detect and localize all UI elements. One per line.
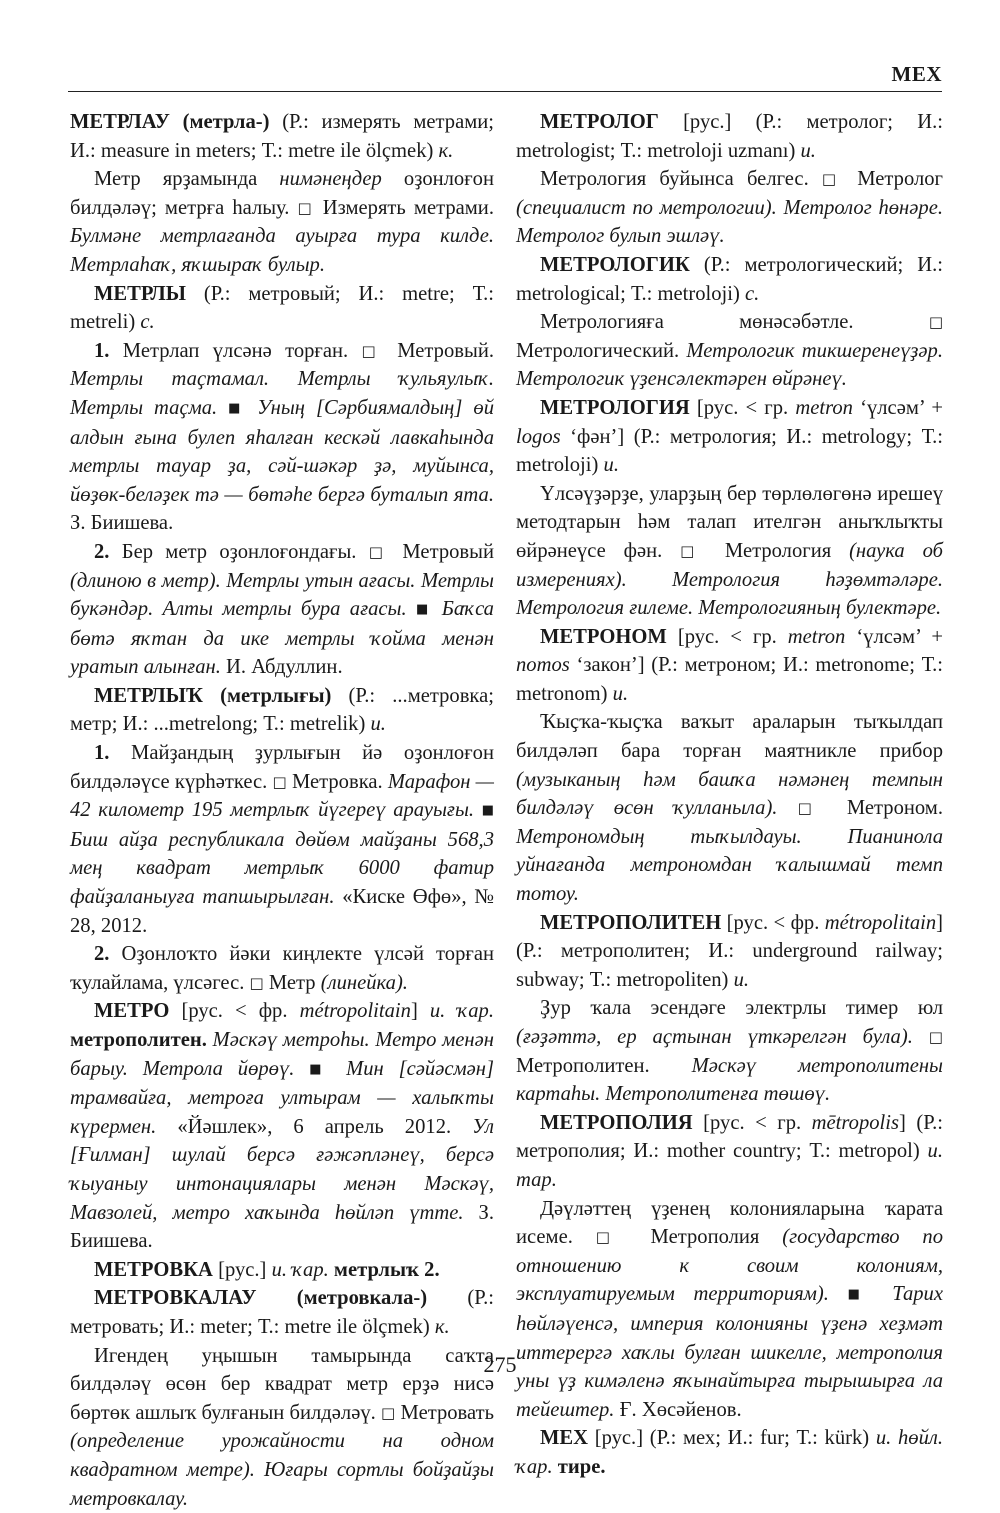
text-run: З. Биишева. xyxy=(70,512,174,535)
italic-text: к. xyxy=(438,139,454,162)
italic-text: к. xyxy=(434,1315,450,1338)
text-run: [рус.] (Р.: метролог; И.: metrologist; Т.: metroloji uzmanı) xyxy=(516,111,943,162)
text-run: Метрологияға мөнәсәбәтле. xyxy=(540,311,929,334)
bold-text: МЕХ xyxy=(540,1427,589,1450)
text-run: Ғ. Хөсәйенов. xyxy=(614,1398,742,1421)
italic-text: metron xyxy=(787,625,846,648)
text-run: Метрополитен. xyxy=(516,1054,692,1077)
italic-text: с. xyxy=(744,282,760,305)
text-run: ] (Р.: метрополия; И.: mother country; Т.: metropol) xyxy=(516,1111,943,1163)
text-run xyxy=(294,1058,309,1080)
bold-text: МЕТРОВКАЛАУ (метровкала-) xyxy=(94,1287,428,1310)
italic-text: Мин [сәйәсмән] трамвайға, метроға ултырам — халыҡты күрермен. xyxy=(70,1057,494,1138)
dictionary-entry-paragraph xyxy=(516,394,943,480)
italic-text: и. һөйл. ҡар. xyxy=(516,1427,943,1478)
text-run: Метрологический. xyxy=(516,339,687,362)
text-run: [рус. < гр. xyxy=(689,396,796,419)
dictionary-entry-paragraph xyxy=(516,909,943,995)
bold-text: МЕТРОНОМ xyxy=(540,625,667,648)
italic-text: (государство по отношению к своим колониям, эксплуатируемым территориям). xyxy=(516,1226,944,1306)
text-run: оҙонлоғон билдәләү; метрға һалыу. xyxy=(70,168,494,219)
text-run: [рус. < фр. xyxy=(721,911,825,934)
italic-text: (наука об измерениях). Метрология һәҙөмтәләре. Метрология ғилеме. Метрологияның булектәре. xyxy=(516,539,943,620)
dictionary-entry-paragraph xyxy=(70,1256,494,1285)
italic-text: Уның [Сәрбиямалдың] өй алдын ғына булеп яһалған кескәй лавкаһында метрлы тауар ҙа, сәй-шәкәр ҙә, муйынса, йөҙөк-беләҙек тә — бөтәһе бергә буталып ята. xyxy=(70,396,494,506)
dictionary-entry-paragraph xyxy=(70,538,494,682)
text-run: [рус. < гр. xyxy=(692,1111,812,1134)
text-run xyxy=(829,1283,848,1305)
bold-text: МЕТРЛАУ (метрла-) xyxy=(70,111,270,133)
italic-text: Метрономдың тыҡылдауы. Пианинола уйнағанда метрономдан ҡалышмай темп тотоу. xyxy=(516,825,943,906)
italic-text: Мәскәү метрополитены картаһы. Метрополитенға төшөү. xyxy=(516,1054,943,1106)
translation-marker-icon: □ xyxy=(381,1403,396,1422)
dictionary-entry-paragraph xyxy=(516,1195,943,1425)
bold-text: МЕТРОПОЛИЯ xyxy=(540,1111,693,1134)
text-run: ] xyxy=(410,1000,430,1023)
text-run: Метровка. xyxy=(286,770,388,793)
dictionary-entry-paragraph xyxy=(70,940,494,997)
text-run xyxy=(873,1283,892,1305)
italic-text: Ул [Ғилман] шулай берсә ғәжәпләнеү, берсә ҡыуаныу интонациялары менән Мәскәү, Мавзолей, метро хаҡында һөйләп үтте. xyxy=(70,1115,494,1224)
translation-marker-icon: □ xyxy=(249,973,264,992)
running-head-guide-word: МЕХ xyxy=(891,62,942,86)
bold-text: МЕТРЛЫ xyxy=(94,282,186,305)
dictionary-entry-paragraph xyxy=(516,108,943,165)
quotation-marker-icon: ■ xyxy=(309,1061,332,1077)
translation-marker-icon: □ xyxy=(928,1028,943,1046)
italic-text: Биш айҙа республикала дөйөм майҙаны 568,3 мең квадрат метрлыҡ 6000 фатир файҙаланыуға тапшырылған. xyxy=(70,828,494,909)
bold-text: 1. xyxy=(94,339,110,362)
italic-text: Метрологик тикшеренеүҙәр. Метрологик үҙенсәлектәрен өйрәнеү. xyxy=(516,339,944,391)
italic-text: и. ҡар. xyxy=(271,1258,329,1281)
text-run xyxy=(246,397,257,419)
italic-text: metron xyxy=(795,396,853,419)
text-run: ‘фән’] (Р.: метрология; И.: metrology; Т.: metroloji) xyxy=(516,425,943,477)
italic-text: и. xyxy=(603,454,619,477)
translation-marker-icon: □ xyxy=(297,198,315,217)
dictionary-entry-paragraph xyxy=(516,1109,943,1195)
bold-text: МЕТРОВКА xyxy=(94,1258,213,1281)
italic-text: (определение урожайности на одном квадратном метре). Юғары сортлы бойҙайҙы метровкалау. xyxy=(70,1430,494,1510)
quotation-marker-icon: ■ xyxy=(228,400,247,416)
quotation-marker-icon: ■ xyxy=(415,602,433,618)
text-run xyxy=(777,797,797,819)
text-run xyxy=(407,598,416,620)
text-run: Ҡыҫҡа-ҡыҫҡа ваҡыт араларын тыҡылдап билдәләп бара торған маятникле прибор xyxy=(516,711,943,763)
text-run: ‘үлсәм’ + xyxy=(852,396,943,419)
text-run: (Р.: измерять метрами; И.: measure in meters; Т.: metre ile ölçmek) xyxy=(70,111,494,162)
italic-text: и. xyxy=(800,139,816,162)
quotation-marker-icon: ■ xyxy=(847,1287,874,1303)
text-run: Метрлап үлсәнә торған. xyxy=(109,339,362,362)
dictionary-entry-paragraph xyxy=(516,708,943,908)
bold-text: МЕТРЛЫҠ (метрлығы) xyxy=(94,684,332,707)
italic-text: и. ҡар. xyxy=(429,1000,494,1023)
dictionary-entry-paragraph xyxy=(516,994,943,1108)
text-run: [рус.] (Р.: мех; И.: fur; Т.: kürk) xyxy=(588,1427,876,1450)
dictionary-entry-paragraph xyxy=(70,108,494,165)
text-run: Метроном. xyxy=(826,797,943,820)
italic-text: logos xyxy=(516,425,561,448)
translation-marker-icon: □ xyxy=(928,313,943,332)
text-run: Метровать xyxy=(395,1401,495,1424)
text-run: Майҙандың ҙурлығын йә оҙонлоғон билдәләүсе күрһәткес. xyxy=(70,742,494,793)
translation-marker-icon: □ xyxy=(595,1228,628,1247)
text-run: Метрополия xyxy=(627,1226,783,1249)
text-run: ‘үлсәм’ + xyxy=(845,625,943,648)
text-run: Оҙонлоҡто йәки киңлекте үлсәй торған ҡулайлама, үлсәгес. xyxy=(70,943,494,994)
text-run: (Р.: метровать; И.: meter; Т.: metre ile ölçmek) xyxy=(70,1287,494,1338)
text-run: Метровый. xyxy=(383,339,494,362)
dictionary-entry-paragraph xyxy=(70,1284,494,1341)
quotation-marker-icon: ■ xyxy=(481,803,494,819)
bold-text: метрлыҡ 2. xyxy=(333,1258,440,1281)
dictionary-entry-paragraph xyxy=(70,337,494,538)
page-number: 275 xyxy=(483,1352,517,1377)
italic-text: Булмәне метрлағанда ауырға тура килде. Метрлаһаҡ, яҡшыраҡ булыр. xyxy=(70,225,494,276)
text-run: ‘закон’] (Р.: метроном; И.: metronome; Т.: metronom) xyxy=(516,654,943,705)
bold-text: МЕТРОЛОГ xyxy=(540,111,659,133)
italic-text: Мәскәү метроһы. Метро менән барыу. Метрола йөрөү. xyxy=(70,1029,494,1080)
text-run: Ҙур ҡала эсендәге электрлы тимер юл xyxy=(540,997,943,1020)
italic-text: nomos xyxy=(516,654,570,677)
text-run: (Р.: метрологический; И.: metrological; Т.: metroloji) xyxy=(516,253,943,305)
italic-text: и. тар. xyxy=(516,1140,943,1191)
dictionary-entry-paragraph xyxy=(516,1424,943,1481)
text-run: ] (Р.: метрополитен; И.: underground railway; subway; Т.: metropoliten) xyxy=(516,911,943,991)
italic-text: (музыканың һәм башҡа нәмәнең темпын билдәләү өсөн ҡулланыла). xyxy=(516,768,943,820)
text-run: Метр ярҙамында xyxy=(94,168,280,191)
dictionary-entry-paragraph xyxy=(516,308,943,394)
italic-text: Баҡса бөтә яҡтан да ике метрлы ҡойма менән уратып алынған. xyxy=(70,598,494,679)
bold-text: МЕТРОПОЛИТЕН xyxy=(540,911,722,934)
italic-text: Метрлы таҫтамал. Метрлы ҡульяулыҡ. Метрлы таҫма. xyxy=(70,368,494,419)
bold-text: МЕТРОЛОГИЯ xyxy=(540,396,690,419)
text-run xyxy=(432,598,441,620)
text-run: Метровый xyxy=(390,540,494,563)
dictionary-entry-paragraph xyxy=(70,739,494,940)
translation-marker-icon: □ xyxy=(272,772,287,791)
italic-text: (линейка). xyxy=(320,971,408,994)
text-run: (Р.: ...метровка; метр; И.: ...metrelong; Т.: metrelik) xyxy=(70,684,494,736)
translation-marker-icon: □ xyxy=(368,542,391,561)
header-rule xyxy=(68,91,942,92)
text-run: Метрология xyxy=(707,539,850,562)
dictionary-entry-paragraph xyxy=(70,682,494,739)
italic-text: métropolitain xyxy=(299,1000,411,1023)
text-run: (Р.: метровый; И.: metre; Т.: metreli) xyxy=(70,282,494,334)
dictionary-entry-paragraph xyxy=(70,165,494,279)
italic-text: (специалист по метрологии). Метролог һөнәре. Метролог булып эшләү. xyxy=(516,196,943,248)
text-run xyxy=(331,1058,346,1080)
text-run: Игендең уңышын тамырында саҡта билдәләү өсөн бер квадрат метр ерҙә нисә бөртөк ашлыҡ булғанын билдәләү. xyxy=(70,1344,494,1424)
bold-text: метрополитен. xyxy=(70,1029,207,1051)
dictionary-entry-paragraph xyxy=(70,280,494,337)
bold-text: МЕТРОЛОГИК xyxy=(540,253,690,276)
text-run: З. Биишева. xyxy=(70,1201,494,1253)
right-column xyxy=(516,108,943,1482)
text-run: Дәүләттең үҙенең колонияларына ҡарата исеме. xyxy=(516,1197,943,1249)
text-run: [рус.] xyxy=(212,1258,272,1281)
italic-text: и. xyxy=(612,682,629,705)
translation-marker-icon: □ xyxy=(680,541,708,560)
dictionary-entry-paragraph xyxy=(516,251,943,308)
dictionary-entry-paragraph xyxy=(516,165,943,251)
text-run xyxy=(217,397,228,419)
italic-text: с. xyxy=(140,311,155,334)
dictionary-entry-paragraph xyxy=(516,480,943,623)
text-run: И. Абдуллин. xyxy=(220,656,343,679)
italic-text: mētropolis xyxy=(811,1111,900,1134)
italic-text: (ғәҙәттә, ер аҫтынан үткәрелгән була). xyxy=(516,1026,913,1048)
bold-text: МЕТРО xyxy=(94,1000,170,1023)
text-run: «Киске Өфө», № 28, 2012. xyxy=(70,886,494,937)
translation-marker-icon: □ xyxy=(797,799,827,818)
text-run: [рус. < фр. xyxy=(169,1000,300,1023)
italic-text: (длиною в метр). Метрлы утын ағасы. Метрлы букәндәр. Алты метрлы бура ағасы. xyxy=(70,569,494,621)
text-run: Бер метр оҙонлоғондағы. xyxy=(109,540,369,563)
italic-text: métropolitain xyxy=(824,911,937,934)
bold-text: 2. xyxy=(94,943,110,966)
dictionary-entry-paragraph xyxy=(70,997,494,1255)
italic-text: и. xyxy=(733,968,750,991)
left-column xyxy=(70,108,494,1513)
italic-text: Марафон — 42 километр 195 метрлыҡ йүгереү арауығы. xyxy=(70,770,494,822)
bold-text: тире. xyxy=(557,1455,606,1478)
translation-marker-icon: □ xyxy=(361,341,384,360)
bold-text: 1. xyxy=(94,742,110,765)
text-run: «Йәшлек», 6 апрель 2012. xyxy=(156,1115,473,1138)
bold-text: 2. xyxy=(94,540,110,563)
text-run: Үлсәүҙәрҙе, уларҙың бер төрлөлөгөнә ирешеү методтарын һәм талап ителгән аныҡлыҡты өйрәнеүсе фән. xyxy=(516,482,943,562)
text-run: Метр xyxy=(263,971,321,994)
italic-text: Тарих һөйләүенсә, империя колонияны үҙенә хеҙмәт иттерергә хаҡлы булған шикелле, метрополия уны үҙ кимәленә яҡынайтырға тырышырға ла тейештер. xyxy=(516,1283,943,1421)
italic-text: нимәнеңдер xyxy=(279,168,382,191)
translation-marker-icon: □ xyxy=(821,170,845,189)
text-run xyxy=(913,1026,929,1048)
text-run: Измерять метрами. xyxy=(314,196,494,219)
text-run: [рус. < гр. xyxy=(666,625,788,648)
dictionary-entry-paragraph xyxy=(516,623,943,709)
italic-text: и. xyxy=(370,713,386,736)
text-run: Метролог xyxy=(844,168,943,191)
text-run xyxy=(474,799,482,821)
text-run: Метрология буйынса белгес. xyxy=(540,168,822,191)
